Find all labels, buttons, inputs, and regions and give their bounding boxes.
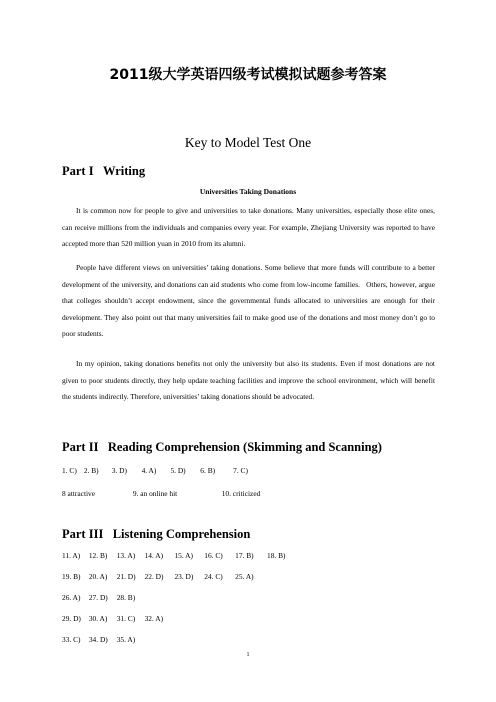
- answer-item: 27. D): [88, 593, 108, 602]
- answer-item: 29. D): [62, 614, 81, 623]
- answer-item: 18. B): [267, 551, 286, 560]
- essay-paragraph-3: In my opinion, taking donations benefits not only the university but also its students. Even if most donations are not given to poor students directly, they help update teaching facilities and improve the school environment, which will benefit the students indirectly. Therefore, universities’ taking donations should be advocated.: [62, 359, 435, 402]
- answer-item: 30. A): [88, 614, 108, 623]
- part3-heading: Part III Listening Comprehension: [62, 527, 251, 541]
- answer-item: 25. A): [235, 572, 254, 581]
- answer-item: 3. D): [111, 466, 127, 475]
- answer-item: 35. A): [116, 635, 136, 644]
- answer-item: 11. A): [62, 551, 81, 560]
- answer-item: 9. an online hit: [132, 489, 178, 498]
- answer-row: [62, 466, 248, 475]
- answer-item: 24. C): [204, 572, 223, 581]
- essay-paragraph-2: People have different views on universities’ taking donations. Some believe that more funds will contribute to a better development of the university, and donations can aid students who come from low-income families. Others, however, argue that colleges shouldn’t accept endowment, since the governmental funds allocated to universities are enough for their development. They also point out that many universities fail to make good use of the donations and most money don’t go to poor students.: [62, 263, 435, 339]
- answer-item: 17. B): [235, 551, 254, 560]
- answer-item: 5. D): [170, 466, 186, 475]
- answer-row: [62, 489, 260, 498]
- page-number: 1: [246, 652, 250, 658]
- answer-item: 6. B): [200, 466, 216, 475]
- answer-item: 7. C): [233, 466, 248, 475]
- answer-item: 31. C): [116, 614, 136, 623]
- answer-row: [62, 593, 135, 602]
- part2-heading: Part II Reading Comprehension (Skimming and Scanning): [62, 440, 382, 454]
- answer-item: 2. B): [83, 466, 99, 475]
- answer-item: 28. B): [116, 593, 136, 602]
- answer-item: 10. criticized: [221, 489, 261, 498]
- part1-heading: Part I Writing: [62, 164, 146, 178]
- essay-title: Universities Taking Donations: [199, 187, 297, 196]
- answer-item: 23. D): [174, 572, 194, 581]
- answer-row: [62, 635, 135, 644]
- answer-item: 19. B): [62, 572, 81, 581]
- answer-item: 22. D): [144, 572, 164, 581]
- answer-row: [62, 614, 163, 623]
- answer-row: [62, 572, 254, 581]
- answer-item: 32. A): [144, 614, 164, 623]
- essay-paragraph-1: It is common now for people to give and universities to take donations. Many universities, especially those elite ones, can receive millions from the individuals and companies every year. For example, Zhejiang University was reported to have accepted more than 520 million yuan in 2010 from its alumni.: [62, 206, 435, 249]
- answer-item: 1. C): [62, 466, 77, 475]
- answer-item: 21. D): [116, 572, 136, 581]
- answer-item: 16. C): [204, 551, 223, 560]
- answer-row: [62, 551, 286, 560]
- answer-item: 20. A): [88, 572, 108, 581]
- key-title: Key to Model Test One: [184, 135, 312, 150]
- answer-item: 15. A): [174, 551, 193, 560]
- answer-item: 14. A): [144, 551, 164, 560]
- answer-item: 12. B): [88, 551, 108, 560]
- answer-item: 8 attractive: [62, 489, 96, 498]
- answer-item: 4. A): [141, 466, 157, 475]
- document-title: 2011级大学英语四级考试模拟试题参考答案: [109, 67, 387, 83]
- answer-item: 33. C): [62, 635, 81, 644]
- answer-item: 13. A): [116, 551, 136, 560]
- answer-item: 34. D): [88, 635, 108, 644]
- answer-item: 26. A): [62, 593, 81, 602]
